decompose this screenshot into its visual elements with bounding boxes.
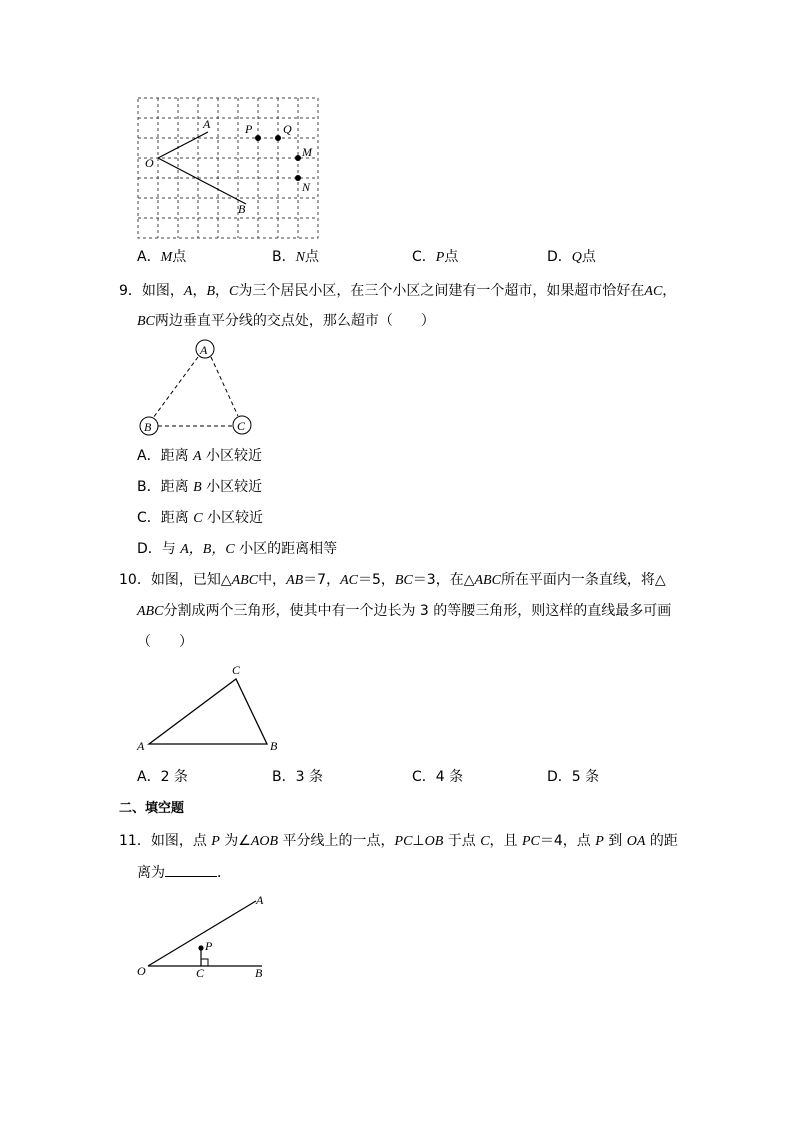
- label-b: B: [255, 966, 263, 980]
- q9-stem-line1: 9．如图，A，B，C为三个居民小区，在三个小区之间建有一个超市，如果超市恰好在AC，: [119, 283, 677, 299]
- q10-option-a[interactable]: A．2 条: [137, 769, 188, 785]
- q8-option-d[interactable]: D．Q点: [547, 249, 596, 265]
- label-o: O: [137, 964, 146, 978]
- q9-option-c[interactable]: C．距离 C 小区较近: [137, 510, 264, 526]
- label-b: B: [144, 420, 152, 434]
- label-p: P: [245, 122, 253, 136]
- q10-stem-line2: ABC分割成两个三角形，使其中有一个边长为 3 的等腰三角形，则这样的直线最多可画: [137, 603, 672, 619]
- label-a: A: [256, 893, 264, 907]
- label-n: N: [302, 180, 311, 194]
- label-c: C: [196, 966, 205, 980]
- label-a: A: [200, 343, 208, 357]
- q9-option-d[interactable]: D．与 A，B，C 小区的距离相等: [137, 541, 338, 557]
- point-p: [198, 945, 203, 950]
- q9-option-b[interactable]: B．距离 B 小区较近: [137, 479, 263, 495]
- q8-option-b[interactable]: B．N点: [272, 249, 319, 265]
- label-b: B: [270, 739, 278, 753]
- label-p: P: [205, 939, 213, 953]
- q10-option-c[interactable]: C．4 条: [412, 769, 464, 785]
- section-heading: 二、填空题: [119, 801, 185, 816]
- label-a: A: [137, 739, 145, 753]
- q11-stem-line1: 11．如图，点 P 为∠AOB 平分线上的一点，PC⊥OB 于点 C，且 PC＝4，点 P 到 OA 的距: [119, 833, 678, 849]
- q10-option-b[interactable]: B．3 条: [272, 769, 323, 785]
- right-angle-mark: [201, 959, 208, 966]
- ray-oa: [148, 901, 256, 966]
- label-b: B: [238, 202, 246, 216]
- q9-stem-line2: BC两边垂直平分线的交点处，那么超市（ ）: [137, 313, 435, 329]
- q10-stem-line3: （ ）: [137, 634, 193, 650]
- q9-option-a[interactable]: A．距离 A 小区较近: [137, 448, 263, 464]
- q10-stem-line1: 10．如图，已知△ABC中，AB＝7，AC＝5，BC＝3，在△ABC所在平面内一条直线，将△: [119, 572, 666, 588]
- label-c: C: [237, 419, 246, 433]
- q11-stem-line2: 离为 ．: [137, 862, 231, 883]
- label-o: O: [145, 156, 154, 170]
- label-m: M: [302, 145, 312, 159]
- q10-option-d[interactable]: D．5 条: [547, 769, 600, 785]
- q8-option-a[interactable]: A．M点: [137, 249, 187, 265]
- label-q: Q: [283, 122, 292, 136]
- label-c: C: [232, 663, 241, 677]
- label-a: A: [203, 117, 211, 131]
- q8-option-c[interactable]: C．P点: [412, 249, 459, 265]
